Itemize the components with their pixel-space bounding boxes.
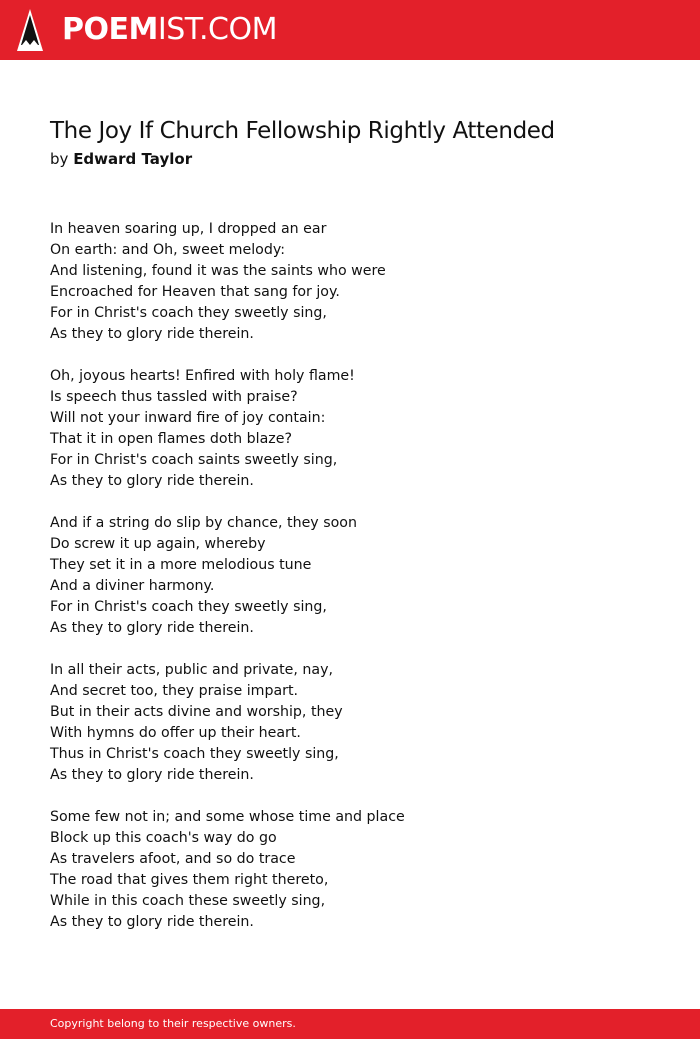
poem-line: As they to glory ride therein. [50, 767, 254, 783]
copyright-text: Copyright belong to their respective owners. [50, 1017, 296, 1030]
poem-line: While in this coach these sweetly sing, [50, 893, 326, 909]
poem-line: As they to glory ride therein. [50, 473, 254, 489]
stanza [50, 660, 650, 786]
poem-line: For in Christ's coach they sweetly sing, [50, 305, 327, 321]
poem-line: Thus in Christ's coach they sweetly sing, [50, 746, 339, 762]
poem-line: And listening, found it was the saints who were [50, 263, 386, 279]
author-name: Edward Taylor [73, 150, 193, 168]
poem-body [50, 219, 650, 954]
poem-line: As travelers afoot, and so do trace [50, 851, 296, 867]
poem-line: Oh, joyous hearts! Enfired with holy flame! [50, 368, 355, 384]
stanza [50, 219, 650, 345]
site-header [0, 0, 700, 60]
byline [50, 149, 192, 169]
poem-line: And secret too, they praise impart. [50, 683, 299, 699]
by-label: by [50, 150, 69, 168]
logo-text-bold: POEM [62, 12, 158, 47]
poem-line: For in Christ's coach they sweetly sing, [50, 599, 327, 615]
stanza [50, 807, 650, 933]
poem-line: In all their acts, public and private, nay, [50, 662, 333, 678]
poem-line: They set it in a more melodious tune [50, 557, 312, 573]
logo-text-light: IST.COM [157, 12, 277, 47]
poem-line: That it in open flames doth blaze? [50, 431, 292, 447]
pencil-icon[interactable] [17, 9, 43, 51]
poem-line: Is speech thus tassled with praise? [50, 389, 298, 405]
poem-title: The Joy If Church Fellowship Rightly Attended [50, 118, 555, 144]
poem-line: In heaven soaring up, I dropped an ear [50, 221, 327, 237]
stanza [50, 513, 650, 639]
poem-line: Will not your inward fire of joy contain: [50, 410, 326, 426]
poem-line: Encroached for Heaven that sang for joy. [50, 284, 340, 300]
poem-line: But in their acts divine and worship, they [50, 704, 343, 720]
site-footer [0, 1009, 700, 1039]
poem-line: As they to glory ride therein. [50, 620, 254, 636]
poem-line: And if a string do slip by chance, they soon [50, 515, 357, 531]
poem-line: Some few not in; and some whose time and place [50, 809, 405, 825]
poem-line: And a diviner harmony. [50, 578, 215, 594]
site-logo[interactable] [62, 11, 277, 49]
poem-line: On earth: and Oh, sweet melody: [50, 242, 285, 258]
stanza [50, 366, 650, 492]
poem-line: As they to glory ride therein. [50, 914, 254, 930]
poem-line: With hymns do offer up their heart. [50, 725, 301, 741]
poem-line: Block up this coach's way do go [50, 830, 277, 846]
poem-line: For in Christ's coach saints sweetly sing, [50, 452, 338, 468]
poem-line: The road that gives them right thereto, [50, 872, 329, 888]
poem-line: As they to glory ride therein. [50, 326, 254, 342]
poem-line: Do screw it up again, whereby [50, 536, 266, 552]
